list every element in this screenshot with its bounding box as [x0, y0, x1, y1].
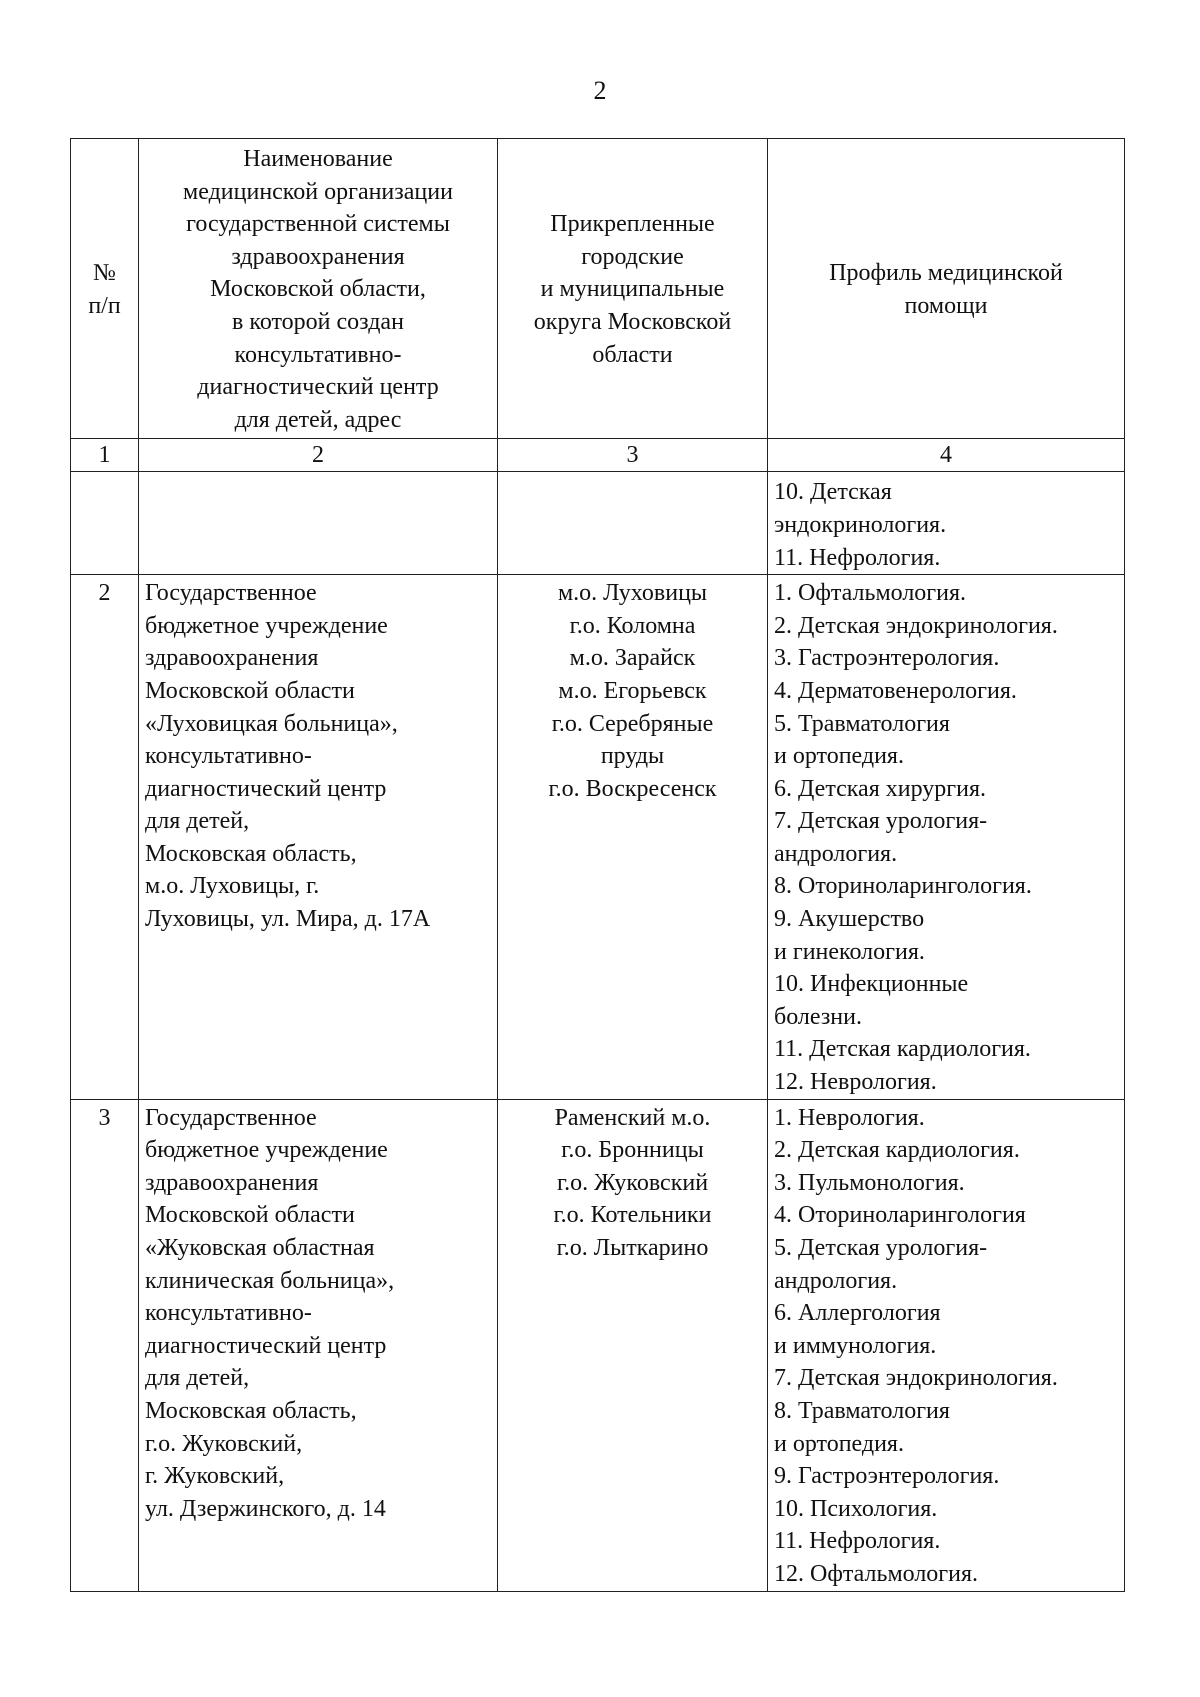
text-line: диагностический центр — [197, 374, 439, 401]
text-line: 2. Детская эндокринология. — [774, 612, 1058, 639]
text-line: городские — [581, 243, 684, 270]
text-line: ул. Дзержинского, д. 14 — [145, 1495, 386, 1522]
organization-cell — [139, 472, 498, 575]
text-line: здравоохранения — [145, 1169, 319, 1196]
text-line: м.о. Зарайск — [569, 645, 696, 672]
row-index: 2 — [71, 575, 139, 1100]
text-line: г.о. Бронницы — [561, 1137, 704, 1164]
table-header-row — [71, 139, 1125, 439]
text-line: 9. Акушерство — [774, 906, 925, 933]
text-line: 4. Дерматовенерология. — [774, 677, 1017, 704]
column-number: 3 — [498, 439, 768, 472]
row-index — [71, 472, 139, 575]
text-line: Московская область, — [145, 1397, 357, 1424]
table-row — [71, 472, 1125, 575]
text-line: г.о. Воскресенск — [548, 775, 717, 802]
text-line: консультативно- — [145, 1300, 312, 1327]
text-line: г.о. Жуковский, — [145, 1430, 303, 1457]
text-line: Государственное — [145, 1104, 317, 1131]
text-line: диагностический центр — [145, 1332, 387, 1359]
text-line: 3. Пульмонология. — [774, 1169, 965, 1196]
text-line: 10. Детская — [774, 479, 892, 506]
text-line: 11. Нефрология. — [774, 1528, 941, 1555]
text-line: и гинекология. — [774, 938, 925, 965]
text-line: бюджетное учреждение — [145, 1137, 388, 1164]
text-line: г.о. Серебряные — [551, 710, 714, 737]
text-line: Профиль медицинской — [829, 260, 1063, 287]
text-line: и муниципальные — [540, 276, 725, 303]
text-line: 10. Психология. — [774, 1495, 938, 1522]
text-line: 10. Инфекционные — [774, 971, 969, 998]
text-line: болезни. — [774, 1003, 862, 1030]
text-line: 6. Аллергология — [774, 1300, 941, 1327]
text-line: для детей, — [145, 808, 250, 835]
text-line: Наименование — [243, 146, 393, 172]
text-line: Раменский м.о. — [554, 1104, 711, 1131]
text-line: 5. Детская урология- — [774, 1235, 988, 1261]
text-line: для детей, — [145, 1365, 250, 1392]
text-line: пруды — [600, 743, 665, 770]
text-line: помощи — [904, 292, 988, 319]
text-line: № — [93, 260, 116, 287]
page-number: 2 — [593, 76, 607, 105]
text-line: андрология. — [774, 1267, 898, 1294]
text-line: г.о. Коломна — [569, 612, 696, 639]
text-line: Московской области — [145, 677, 355, 704]
text-line: 11. Нефрология. — [774, 544, 941, 571]
column-number: 4 — [768, 439, 1125, 472]
districts-cell — [498, 575, 768, 1100]
text-line: и иммунология. — [774, 1332, 937, 1359]
text-line: 9. Гастроэнтерология. — [774, 1463, 1000, 1490]
text-line: 7. Детская урология- — [774, 808, 988, 835]
text-line: эндокринология. — [774, 511, 947, 538]
text-line: здравоохранения — [145, 645, 319, 672]
profiles-cell — [768, 1099, 1125, 1591]
districts-cell — [498, 472, 768, 575]
text-line: 12. Офтальмология. — [774, 1560, 979, 1587]
header-index — [71, 139, 139, 439]
text-line: п/п — [88, 292, 121, 319]
text-line: 3. Гастроэнтерология. — [774, 645, 1000, 672]
text-line: Московская область, — [145, 840, 357, 867]
text-line: 4. Оториноларингология — [774, 1202, 1026, 1229]
text-line: г.о. Лыткарино — [556, 1235, 709, 1261]
table-row — [71, 1099, 1125, 1591]
column-number: 1 — [71, 439, 139, 472]
text-line: консультативно- — [234, 341, 402, 368]
clinics-table — [70, 138, 1125, 1592]
text-line: «Жуковская областная — [145, 1235, 375, 1261]
text-line: 2. Детская кардиология. — [774, 1137, 1020, 1164]
text-line: диагностический центр — [145, 775, 387, 802]
table-row — [71, 575, 1125, 1100]
text-line: 8. Оториноларингология. — [774, 873, 1032, 900]
text-line: м.о. Егорьевск — [558, 677, 707, 704]
text-line: Московской области, — [210, 276, 426, 303]
text-line: Государственное — [145, 580, 317, 607]
organization-cell — [139, 1099, 498, 1591]
text-line: 5. Травматология — [774, 710, 950, 737]
header-organization — [139, 139, 498, 439]
text-line: г. Жуковский, — [145, 1463, 285, 1490]
text-line: в которой создан — [232, 308, 404, 335]
profiles-cell — [768, 472, 1125, 575]
text-line: м.о. Луховицы — [557, 580, 708, 607]
organization-cell — [139, 575, 498, 1100]
row-index: 3 — [71, 1099, 139, 1591]
text-line: м.о. Луховицы, г. — [145, 873, 320, 900]
text-line: «Луховицкая больница», — [145, 710, 398, 737]
text-line: 1. Неврология. — [774, 1104, 925, 1131]
text-line: Московской области — [145, 1202, 355, 1229]
text-line: клиническая больница», — [145, 1267, 395, 1294]
text-line: области — [592, 341, 673, 368]
text-line: 7. Детская эндокринология. — [774, 1365, 1058, 1392]
text-line: андрология. — [774, 840, 898, 867]
column-number-row — [71, 439, 1125, 472]
text-line: медицинской организации — [183, 178, 453, 205]
text-line: Прикрепленные — [550, 211, 715, 238]
text-line: 8. Травматология — [774, 1397, 950, 1424]
text-line: Луховицы, ул. Мира, д. 17А — [145, 906, 431, 933]
text-line: 11. Детская кардиология. — [774, 1036, 1031, 1063]
header-profile — [768, 139, 1125, 439]
text-line: 6. Детская хирургия. — [774, 775, 986, 802]
text-line: для детей, адрес — [234, 406, 402, 433]
text-line: бюджетное учреждение — [145, 612, 388, 639]
districts-cell — [498, 1099, 768, 1591]
text-line: и ортопедия. — [774, 743, 904, 770]
text-line: 1. Офтальмология. — [774, 580, 967, 607]
text-line: 12. Неврология. — [774, 1069, 937, 1096]
text-line: и ортопедия. — [774, 1430, 904, 1457]
text-line: консультативно- — [145, 743, 312, 770]
text-line: г.о. Жуковский — [556, 1169, 709, 1196]
column-number: 2 — [139, 439, 498, 472]
header-districts — [498, 139, 768, 439]
text-line: государственной системы — [186, 211, 450, 238]
text-line: здравоохранения — [231, 243, 405, 270]
text-line: округа Московской — [533, 308, 732, 335]
profiles-cell — [768, 575, 1125, 1100]
text-line: г.о. Котельники — [553, 1202, 712, 1229]
